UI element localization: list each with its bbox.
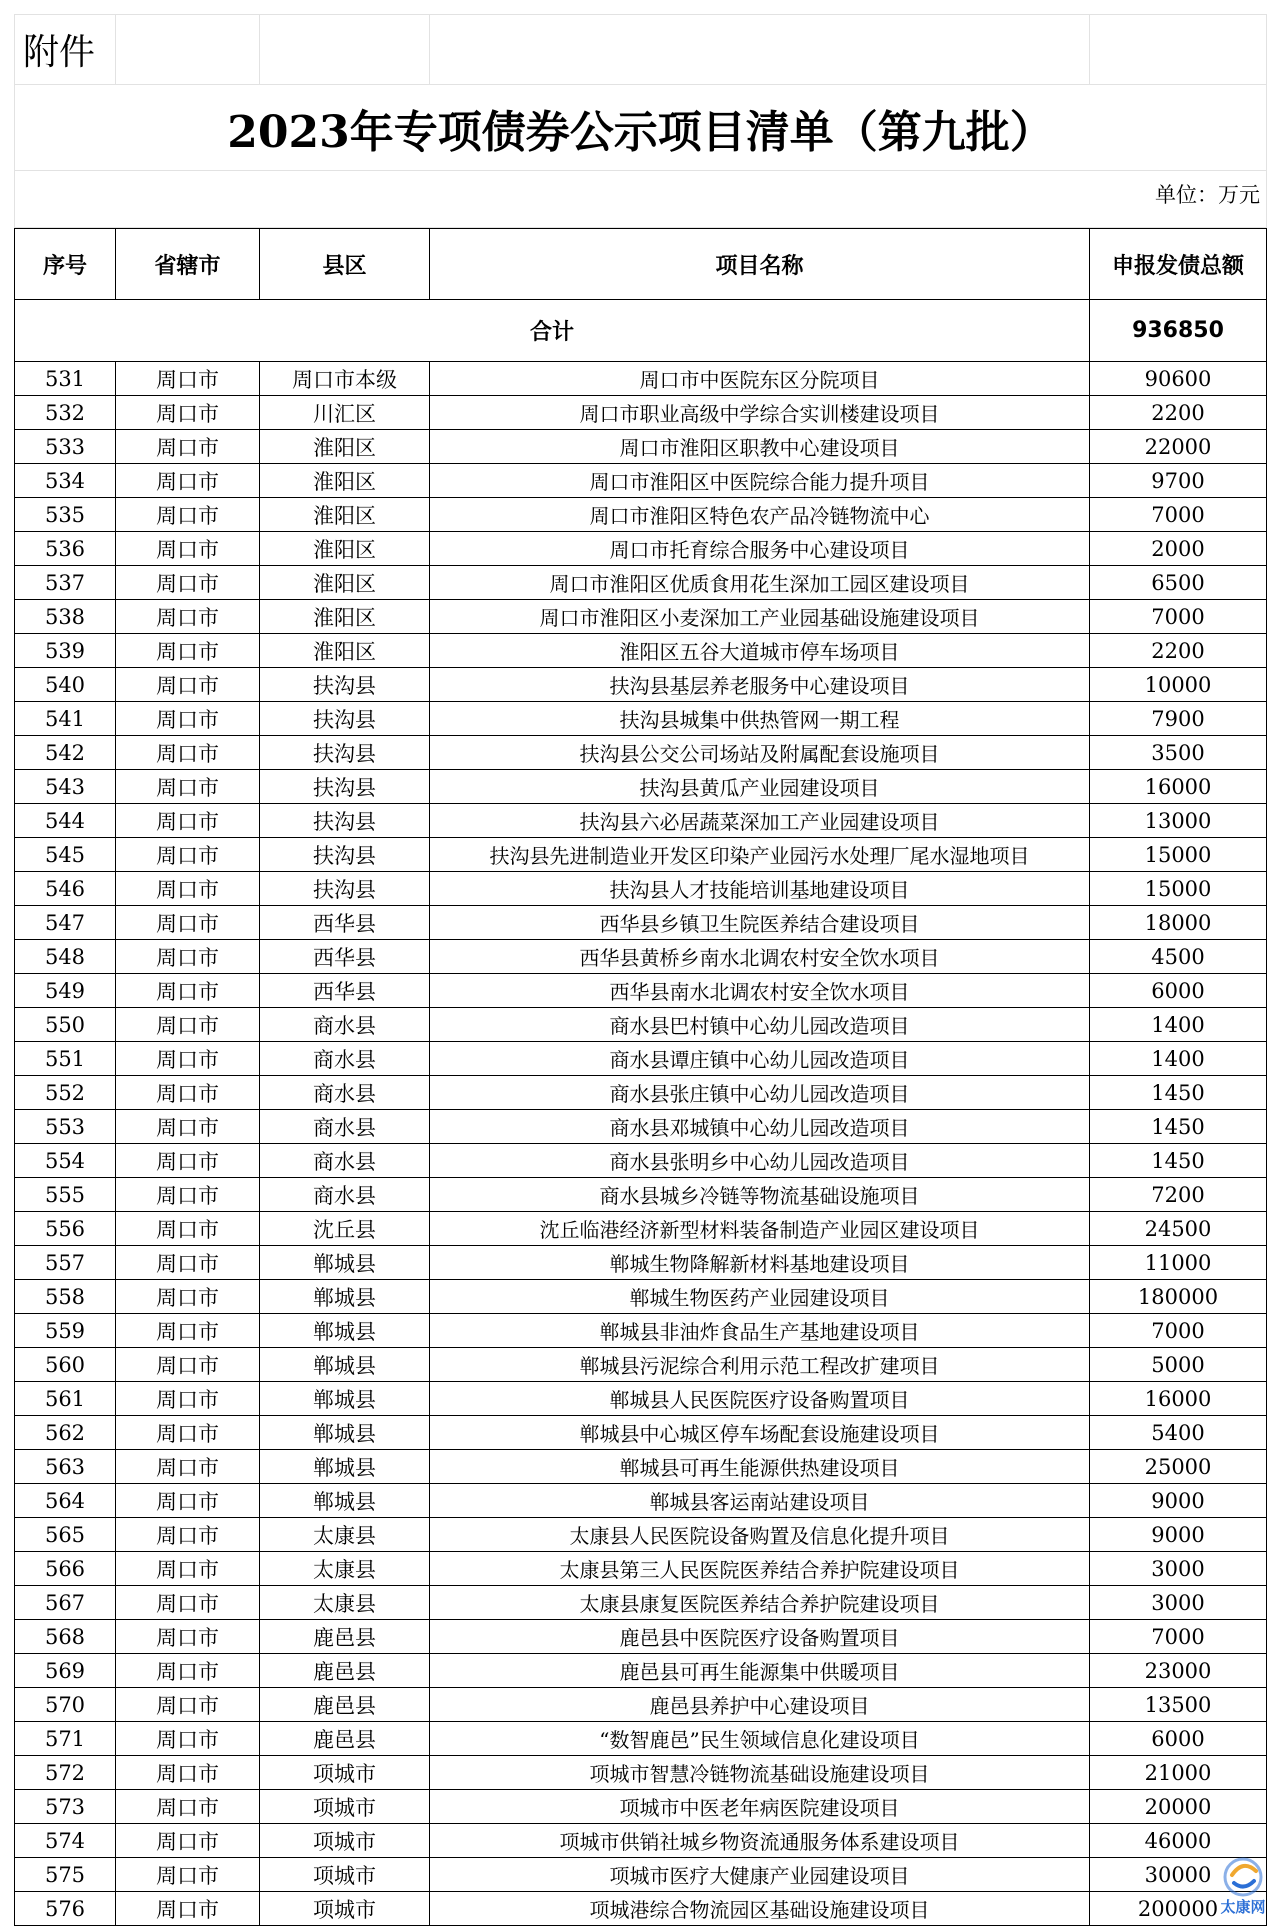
row-project-name: 项城市供销社城乡物资流通服务体系建设项目 [430, 1824, 1090, 1858]
table-row [15, 1586, 1267, 1620]
row-index: 567 [15, 1586, 116, 1620]
row-index: 540 [15, 668, 116, 702]
row-district: 项城市 [260, 1790, 430, 1824]
row-amount: 3000 [1090, 1586, 1267, 1620]
row-amount: 2200 [1090, 396, 1267, 430]
row-city: 周口市 [116, 1586, 260, 1620]
table-row [15, 1688, 1267, 1722]
column-header: 项目名称 [430, 229, 1090, 300]
row-index: 574 [15, 1824, 116, 1858]
row-district: 扶沟县 [260, 736, 430, 770]
table-row [15, 600, 1267, 634]
row-district: 淮阳区 [260, 600, 430, 634]
row-project-name: 西华县黄桥乡南水北调农村安全饮水项目 [430, 940, 1090, 974]
unit-label: 单位：万元 [15, 171, 1267, 228]
table-row [15, 702, 1267, 736]
table-row [15, 532, 1267, 566]
row-city: 周口市 [116, 1212, 260, 1246]
row-project-name: 项城市医疗大健康产业园建设项目 [430, 1858, 1090, 1892]
row-amount: 1400 [1090, 1042, 1267, 1076]
row-project-name: 鹿邑县养护中心建设项目 [430, 1688, 1090, 1722]
row-amount: 5000 [1090, 1348, 1267, 1382]
row-city: 周口市 [116, 668, 260, 702]
page-title: 2023年专项债券公示项目清单（第九批） [15, 85, 1267, 171]
row-project-name: 扶沟县先进制造业开发区印染产业园污水处理厂尾水湿地项目 [430, 838, 1090, 872]
row-district: 沈丘县 [260, 1212, 430, 1246]
row-city: 周口市 [116, 1178, 260, 1212]
table-header-row [15, 229, 1267, 300]
row-district: 项城市 [260, 1756, 430, 1790]
row-amount: 30000 [1090, 1858, 1267, 1892]
row-project-name: 太康县康复医院医养结合养护院建设项目 [430, 1586, 1090, 1620]
row-index: 545 [15, 838, 116, 872]
row-project-name: 扶沟县黄瓜产业园建设项目 [430, 770, 1090, 804]
row-district: 川汇区 [260, 396, 430, 430]
row-index: 543 [15, 770, 116, 804]
row-index: 561 [15, 1382, 116, 1416]
row-index: 565 [15, 1518, 116, 1552]
row-index: 531 [15, 362, 116, 396]
table-row [15, 668, 1267, 702]
row-city: 周口市 [116, 1280, 260, 1314]
row-city: 周口市 [116, 736, 260, 770]
row-district: 扶沟县 [260, 838, 430, 872]
table-row [15, 1280, 1267, 1314]
table-row [15, 1824, 1267, 1858]
row-city: 周口市 [116, 1858, 260, 1892]
row-city: 周口市 [116, 838, 260, 872]
row-district: 郸城县 [260, 1450, 430, 1484]
row-district: 郸城县 [260, 1416, 430, 1450]
row-index: 559 [15, 1314, 116, 1348]
row-district: 郸城县 [260, 1314, 430, 1348]
row-city: 周口市 [116, 430, 260, 464]
row-amount: 7000 [1090, 1314, 1267, 1348]
column-header: 省辖市 [116, 229, 260, 300]
row-amount: 5400 [1090, 1416, 1267, 1450]
header-block [14, 14, 1267, 228]
total-label: 合计 [15, 300, 1090, 362]
row-district: 郸城县 [260, 1280, 430, 1314]
row-district: 西华县 [260, 940, 430, 974]
row-amount: 16000 [1090, 770, 1267, 804]
row-project-name: 扶沟县六必居蔬菜深加工产业园建设项目 [430, 804, 1090, 838]
row-city: 周口市 [116, 498, 260, 532]
table-row [15, 1722, 1267, 1756]
row-project-name: 西华县乡镇卫生院医养结合建设项目 [430, 906, 1090, 940]
row-city: 周口市 [116, 1042, 260, 1076]
table-row [15, 1314, 1267, 1348]
row-city: 周口市 [116, 1722, 260, 1756]
table-row [15, 396, 1267, 430]
row-city: 周口市 [116, 600, 260, 634]
row-project-name: 周口市职业高级中学综合实训楼建设项目 [430, 396, 1090, 430]
row-amount: 20000 [1090, 1790, 1267, 1824]
row-city: 周口市 [116, 770, 260, 804]
table-row [15, 1076, 1267, 1110]
table-row [15, 872, 1267, 906]
row-district: 鹿邑县 [260, 1722, 430, 1756]
row-index: 552 [15, 1076, 116, 1110]
row-city: 周口市 [116, 974, 260, 1008]
row-index: 536 [15, 532, 116, 566]
row-project-name: 扶沟县公交公司场站及附属配套设施项目 [430, 736, 1090, 770]
row-project-name: 周口市淮阳区小麦深加工产业园基础设施建设项目 [430, 600, 1090, 634]
row-city: 周口市 [116, 1756, 260, 1790]
table-row [15, 940, 1267, 974]
row-project-name: 郸城县中心城区停车场配套设施建设项目 [430, 1416, 1090, 1450]
table-row [15, 1144, 1267, 1178]
table-row [15, 1790, 1267, 1824]
row-project-name: 鹿邑县中医院医疗设备购置项目 [430, 1620, 1090, 1654]
column-header: 县区 [260, 229, 430, 300]
row-city: 周口市 [116, 1654, 260, 1688]
row-amount: 9700 [1090, 464, 1267, 498]
row-index: 542 [15, 736, 116, 770]
row-index: 553 [15, 1110, 116, 1144]
row-project-name: 周口市淮阳区优质食用花生深加工园区建设项目 [430, 566, 1090, 600]
row-index: 562 [15, 1416, 116, 1450]
row-city: 周口市 [116, 1348, 260, 1382]
attachment-label: 附件 [15, 15, 116, 85]
column-header: 序号 [15, 229, 116, 300]
row-project-name: 商水县张庄镇中心幼儿园改造项目 [430, 1076, 1090, 1110]
row-amount: 3000 [1090, 1552, 1267, 1586]
row-city: 周口市 [116, 872, 260, 906]
table-row [15, 804, 1267, 838]
row-city: 周口市 [116, 532, 260, 566]
row-project-name: 扶沟县城集中供热管网一期工程 [430, 702, 1090, 736]
row-project-name: 太康县第三人民医院医养结合养护院建设项目 [430, 1552, 1090, 1586]
table-row [15, 770, 1267, 804]
table-row [15, 430, 1267, 464]
row-district: 鹿邑县 [260, 1654, 430, 1688]
table-row [15, 1450, 1267, 1484]
row-amount: 10000 [1090, 668, 1267, 702]
row-city: 周口市 [116, 1484, 260, 1518]
table-row [15, 906, 1267, 940]
row-district: 郸城县 [260, 1484, 430, 1518]
table-row [15, 1246, 1267, 1280]
row-project-name: “数智鹿邑”民生领域信息化建设项目 [430, 1722, 1090, 1756]
row-city: 周口市 [116, 1382, 260, 1416]
table-row [15, 1620, 1267, 1654]
table-row [15, 838, 1267, 872]
row-index: 576 [15, 1892, 116, 1926]
row-district: 扶沟县 [260, 770, 430, 804]
row-district: 商水县 [260, 1144, 430, 1178]
row-amount: 3500 [1090, 736, 1267, 770]
row-project-name: 郸城生物医药产业园建设项目 [430, 1280, 1090, 1314]
row-city: 周口市 [116, 906, 260, 940]
row-district: 太康县 [260, 1586, 430, 1620]
row-amount: 7000 [1090, 1620, 1267, 1654]
column-header: 申报发债总额 [1090, 229, 1267, 300]
row-amount: 13000 [1090, 804, 1267, 838]
row-index: 533 [15, 430, 116, 464]
row-city: 周口市 [116, 1620, 260, 1654]
row-district: 郸城县 [260, 1382, 430, 1416]
row-city: 周口市 [116, 804, 260, 838]
row-district: 太康县 [260, 1552, 430, 1586]
row-index: 558 [15, 1280, 116, 1314]
row-city: 周口市 [116, 464, 260, 498]
row-district: 扶沟县 [260, 804, 430, 838]
row-index: 569 [15, 1654, 116, 1688]
row-district: 太康县 [260, 1518, 430, 1552]
row-project-name: 淮阳区五谷大道城市停车场项目 [430, 634, 1090, 668]
row-index: 549 [15, 974, 116, 1008]
row-project-name: 郸城县人民医院医疗设备购置项目 [430, 1382, 1090, 1416]
row-amount: 7200 [1090, 1178, 1267, 1212]
table-row [15, 1416, 1267, 1450]
row-project-name: 周口市托育综合服务中心建设项目 [430, 532, 1090, 566]
table-row [15, 974, 1267, 1008]
row-index: 557 [15, 1246, 116, 1280]
table-row [15, 362, 1267, 396]
row-city: 周口市 [116, 1824, 260, 1858]
table-row [15, 1518, 1267, 1552]
table-row [15, 1654, 1267, 1688]
table-row [15, 1212, 1267, 1246]
row-amount: 15000 [1090, 838, 1267, 872]
row-district: 商水县 [260, 1076, 430, 1110]
row-district: 项城市 [260, 1824, 430, 1858]
row-city: 周口市 [116, 1008, 260, 1042]
row-district: 西华县 [260, 906, 430, 940]
row-amount: 7000 [1090, 600, 1267, 634]
row-index: 532 [15, 396, 116, 430]
row-city: 周口市 [116, 702, 260, 736]
row-amount: 4500 [1090, 940, 1267, 974]
row-district: 扶沟县 [260, 702, 430, 736]
row-project-name: 扶沟县基层养老服务中心建设项目 [430, 668, 1090, 702]
table-row [15, 498, 1267, 532]
row-amount: 16000 [1090, 1382, 1267, 1416]
table-row [15, 566, 1267, 600]
row-amount: 1450 [1090, 1076, 1267, 1110]
row-project-name: 沈丘临港经济新型材料装备制造产业园区建设项目 [430, 1212, 1090, 1246]
total-value: 936850 [1090, 300, 1267, 362]
table-row [15, 1892, 1267, 1926]
row-index: 571 [15, 1722, 116, 1756]
row-project-name: 项城市智慧冷链物流基础设施建设项目 [430, 1756, 1090, 1790]
table-row [15, 736, 1267, 770]
row-district: 商水县 [260, 1008, 430, 1042]
row-district: 西华县 [260, 974, 430, 1008]
table-row [15, 1382, 1267, 1416]
row-project-name: 商水县巴村镇中心幼儿园改造项目 [430, 1008, 1090, 1042]
table-row [15, 1110, 1267, 1144]
row-amount: 21000 [1090, 1756, 1267, 1790]
row-project-name: 西华县南水北调农村安全饮水项目 [430, 974, 1090, 1008]
row-project-name: 太康县人民医院设备购置及信息化提升项目 [430, 1518, 1090, 1552]
table-row [15, 1756, 1267, 1790]
row-project-name: 郸城县非油炸食品生产基地建设项目 [430, 1314, 1090, 1348]
row-amount: 46000 [1090, 1824, 1267, 1858]
taikang-logo-icon [1210, 1853, 1276, 1899]
row-district: 商水县 [260, 1110, 430, 1144]
row-project-name: 商水县邓城镇中心幼儿园改造项目 [430, 1110, 1090, 1144]
row-district: 淮阳区 [260, 634, 430, 668]
row-district: 商水县 [260, 1178, 430, 1212]
row-amount: 9000 [1090, 1484, 1267, 1518]
row-index: 548 [15, 940, 116, 974]
watermark-text: 太康网 [1220, 1898, 1266, 1916]
row-district: 商水县 [260, 1042, 430, 1076]
row-district: 周口市本级 [260, 362, 430, 396]
row-amount: 11000 [1090, 1246, 1267, 1280]
row-index: 546 [15, 872, 116, 906]
row-district: 淮阳区 [260, 464, 430, 498]
row-index: 537 [15, 566, 116, 600]
row-index: 538 [15, 600, 116, 634]
row-amount: 200000 [1090, 1892, 1267, 1926]
row-index: 541 [15, 702, 116, 736]
row-project-name: 周口市淮阳区职教中心建设项目 [430, 430, 1090, 464]
row-index: 568 [15, 1620, 116, 1654]
row-city: 周口市 [116, 1076, 260, 1110]
row-amount: 7900 [1090, 702, 1267, 736]
table-row [15, 1484, 1267, 1518]
row-city: 周口市 [116, 396, 260, 430]
row-city: 周口市 [116, 1246, 260, 1280]
row-amount: 9000 [1090, 1518, 1267, 1552]
row-index: 551 [15, 1042, 116, 1076]
row-index: 554 [15, 1144, 116, 1178]
row-district: 项城市 [260, 1892, 430, 1926]
row-city: 周口市 [116, 1688, 260, 1722]
row-amount: 6000 [1090, 974, 1267, 1008]
row-amount: 25000 [1090, 1450, 1267, 1484]
row-index: 534 [15, 464, 116, 498]
row-amount: 1450 [1090, 1144, 1267, 1178]
row-project-name: 商水县谭庄镇中心幼儿园改造项目 [430, 1042, 1090, 1076]
row-index: 575 [15, 1858, 116, 1892]
row-project-name: 周口市淮阳区特色农产品冷链物流中心 [430, 498, 1090, 532]
row-index: 544 [15, 804, 116, 838]
row-city: 周口市 [116, 1314, 260, 1348]
row-project-name: 郸城县可再生能源供热建设项目 [430, 1450, 1090, 1484]
row-index: 555 [15, 1178, 116, 1212]
row-project-name: 周口市淮阳区中医院综合能力提升项目 [430, 464, 1090, 498]
row-district: 淮阳区 [260, 430, 430, 464]
row-amount: 15000 [1090, 872, 1267, 906]
row-index: 535 [15, 498, 116, 532]
row-city: 周口市 [116, 634, 260, 668]
row-district: 鹿邑县 [260, 1688, 430, 1722]
row-amount: 23000 [1090, 1654, 1267, 1688]
row-city: 周口市 [116, 1790, 260, 1824]
row-amount: 13500 [1090, 1688, 1267, 1722]
watermark [1210, 1853, 1276, 1919]
row-city: 周口市 [116, 1450, 260, 1484]
row-city: 周口市 [116, 1552, 260, 1586]
row-city: 周口市 [116, 1144, 260, 1178]
row-index: 556 [15, 1212, 116, 1246]
row-district: 扶沟县 [260, 872, 430, 906]
row-project-name: 商水县城乡冷链等物流基础设施项目 [430, 1178, 1090, 1212]
row-index: 570 [15, 1688, 116, 1722]
row-index: 547 [15, 906, 116, 940]
row-index: 566 [15, 1552, 116, 1586]
total-row [15, 300, 1267, 362]
row-city: 周口市 [116, 1110, 260, 1144]
spreadsheet [14, 14, 1266, 1926]
row-index: 573 [15, 1790, 116, 1824]
table-row [15, 1008, 1267, 1042]
row-project-name: 项城港综合物流园区基础设施建设项目 [430, 1892, 1090, 1926]
row-city: 周口市 [116, 566, 260, 600]
row-city: 周口市 [116, 940, 260, 974]
table-row [15, 1178, 1267, 1212]
row-amount: 1400 [1090, 1008, 1267, 1042]
row-amount: 2200 [1090, 634, 1267, 668]
row-amount: 90600 [1090, 362, 1267, 396]
row-amount: 180000 [1090, 1280, 1267, 1314]
row-amount: 1450 [1090, 1110, 1267, 1144]
row-amount: 6000 [1090, 1722, 1267, 1756]
row-district: 淮阳区 [260, 498, 430, 532]
row-district: 郸城县 [260, 1348, 430, 1382]
table-row [15, 1348, 1267, 1382]
row-project-name: 周口市中医院东区分院项目 [430, 362, 1090, 396]
row-project-name: 郸城生物降解新材料基地建设项目 [430, 1246, 1090, 1280]
row-project-name: 扶沟县人才技能培训基地建设项目 [430, 872, 1090, 906]
row-district: 鹿邑县 [260, 1620, 430, 1654]
row-amount: 24500 [1090, 1212, 1267, 1246]
row-district: 淮阳区 [260, 532, 430, 566]
row-project-name: 郸城县污泥综合利用示范工程改扩建项目 [430, 1348, 1090, 1382]
row-district: 项城市 [260, 1858, 430, 1892]
row-city: 周口市 [116, 362, 260, 396]
row-amount: 2000 [1090, 532, 1267, 566]
row-index: 539 [15, 634, 116, 668]
row-project-name: 商水县张明乡中心幼儿园改造项目 [430, 1144, 1090, 1178]
table-row [15, 1858, 1267, 1892]
row-project-name: 鹿邑县可再生能源集中供暖项目 [430, 1654, 1090, 1688]
row-district: 淮阳区 [260, 566, 430, 600]
row-district: 郸城县 [260, 1246, 430, 1280]
row-index: 572 [15, 1756, 116, 1790]
project-table [14, 228, 1267, 1926]
row-district: 扶沟县 [260, 668, 430, 702]
row-project-name: 项城市中医老年病医院建设项目 [430, 1790, 1090, 1824]
row-index: 560 [15, 1348, 116, 1382]
row-city: 周口市 [116, 1416, 260, 1450]
table-row [15, 464, 1267, 498]
row-amount: 22000 [1090, 430, 1267, 464]
table-row [15, 1042, 1267, 1076]
row-amount: 6500 [1090, 566, 1267, 600]
row-amount: 18000 [1090, 906, 1267, 940]
row-city: 周口市 [116, 1518, 260, 1552]
row-project-name: 郸城县客运南站建设项目 [430, 1484, 1090, 1518]
table-row [15, 1552, 1267, 1586]
row-city: 周口市 [116, 1892, 260, 1926]
row-amount: 7000 [1090, 498, 1267, 532]
row-index: 564 [15, 1484, 116, 1518]
row-index: 550 [15, 1008, 116, 1042]
row-index: 563 [15, 1450, 116, 1484]
table-row [15, 634, 1267, 668]
